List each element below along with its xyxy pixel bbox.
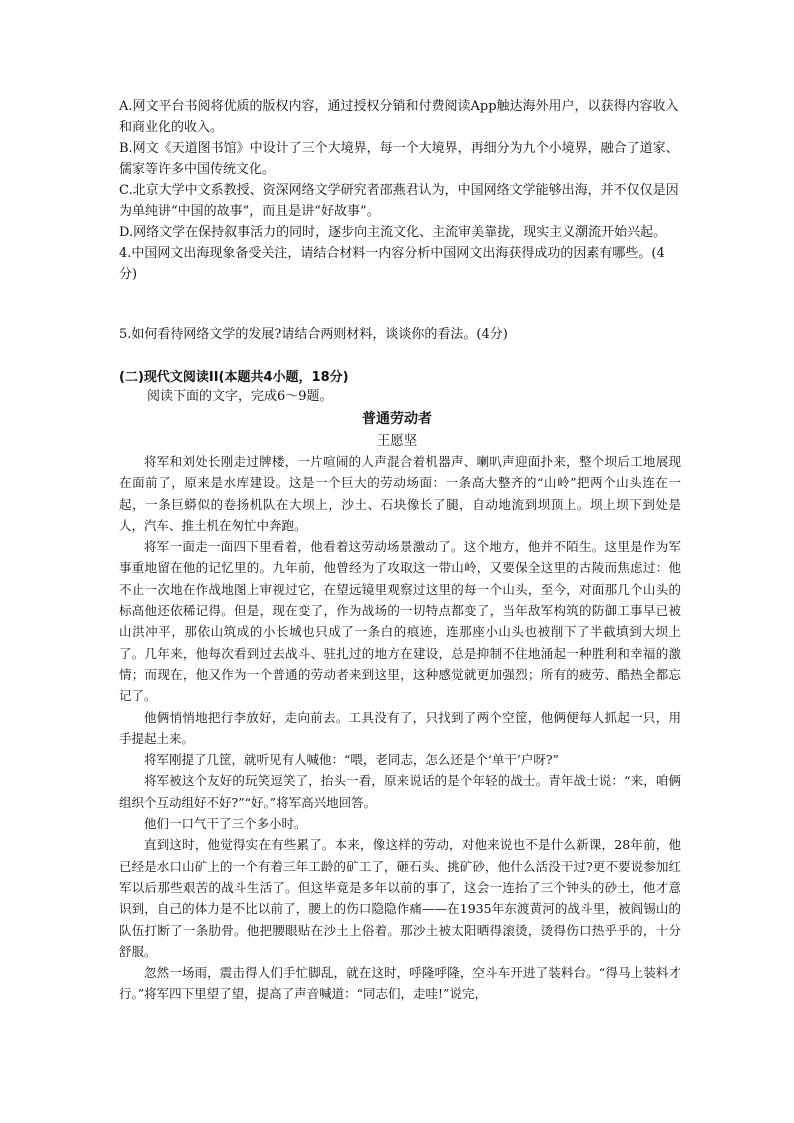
paragraph: 将军一面走一面四下里看着，他看着这劳动场景激动了。这个地方，他并不陌生。这里是作为军事重地留在他的记忆里的。九年前，他曾经为了攻取这一带山岭，又要保全这里的古陵而焦虑过：他不止一次地在作战地图上审视过它，在望远镜里观察过这里的每一个山头，至今，对面那几个山头的标高他还依稀记得。但是，现在变了，作为战场的一切特点都变了，当年敌军构筑的防御工事早已被山洪冲平，那依山筑成的小长城也只成了一条白的痕迹，连那座小山头也被削下了半截填到大坝上了。几年来，他每次看到过去战斗、驻扎过的地方在建设，总是抑制不住地涌起一种胜利和幸福的激情；而现在，他又作为一个普通的劳动者来到这里，这种感觉就更加强烈；所有的疲劳、酷热全都忘记了。 [119, 539, 681, 704]
story-title: 普通劳动者 [362, 411, 432, 427]
option-c: C.北京大学中文系教授、资深网络文学研究者邵燕君认为，中国网络文学能够出海，并不仅仅是因为单纯讲“中国的故事”，而且是讲“好故事”。 [119, 183, 679, 219]
paragraph: 他们一口气干了三个多小时。 [144, 816, 307, 832]
paragraph: 他俩悄悄地把行李放好，走向前去。工具没有了，只找到了两个空筐，他俩便每人抓起一只，用手提起土来。 [119, 709, 681, 746]
option-d: D.网络文学在保持叙事活力的同时，逐步向主流文化、主流审美靠拢，现实主义潮流开始兴起。 [119, 225, 667, 240]
option-b: B.网文《天道图书馆》中设计了三个大境界，每一个大境界，再细分为九个小境界，融合了道家、儒家等许多中国传统文化。 [119, 141, 679, 177]
story-body [119, 451, 681, 1005]
question-4: 4.中国网文出海现象备受关注，请结合材料一内容分析中国网文出海获得成功的因素有哪些。(4分) [119, 246, 665, 282]
paragraph: 将军被这个友好的玩笑逗笑了，抬头一看，原来说话的是个年轻的战士。青年战士说：“来，咱俩组织个互动组好不好?”“好。”将军高兴地回答。 [119, 773, 681, 810]
paragraph: 忽然一场雨，震击得人们手忙脚乱，就在这时，呼隆呼隆，空斗车开进了装料台。“得马上装料才行。”将军四下里望了望，提高了声音喊道：“同志们，走哇!”说完， [119, 965, 681, 1002]
section-instruction: 阅读下面的文字，完成6～9题。 [147, 389, 333, 404]
paragraph: 将军和刘处长刚走过牌楼，一片喧闹的人声混合着机器声、喇叭声迎面扑来，整个坝后工地展现在面前了，原来是水库建设。这是一个巨大的劳动场面：一条高大整齐的“山岭”把两个山头连在一起，一条巨蟒似的卷扬机队在大坝上，沙土、石块像长了腿，自动地流到坝顶上。坝上坝下到处是人，汽车、推土机在匆忙中奔跑。 [119, 454, 681, 533]
paragraph: 将军刚提了几筐，就听见有人喊他：“喂，老同志，怎么还是个‘单干’户呀?” [144, 752, 559, 768]
story-author: 王愿坚 [376, 433, 418, 449]
question-5: 5.如何看待网络文学的发展?请结合两则材料，谈谈你的看法。(4分) [119, 327, 508, 342]
option-a: A.网文平台书阅将优质的版权内容，通过授权分销和付费阅读App触达海外用户，以获得内容收入和商业化的收入。 [119, 99, 679, 135]
section-heading: (二)现代文阅读II(本题共4小题，18分) [119, 370, 349, 385]
paragraph: 直到这时，他觉得实在有些累了。本来，像这样的劳动，对他来说也不是什么新课，28年前，他已经是水口山矿上的一个有着三年工龄的矿工了，砸石头、挑矿砂，他什么活没干过?更不要说参加红军以后那些艰苦的战斗生活了。但这毕竟是多年以前的事了，这会一连抬了三个钟头的砂土，他才意识到，自己的体力是不比以前了，腰上的伤口隐隐作痛——在1935年东渡黄河的战斗里，被阎锡山的队伍打断了一条肋骨。他把腰眼贴在沙土上俗着。那沙土被太阳晒得滚烫，烫得伤口热乎乎的，十分舒服。 [119, 837, 681, 959]
options-block [119, 96, 679, 285]
question-5-block [119, 324, 679, 345]
